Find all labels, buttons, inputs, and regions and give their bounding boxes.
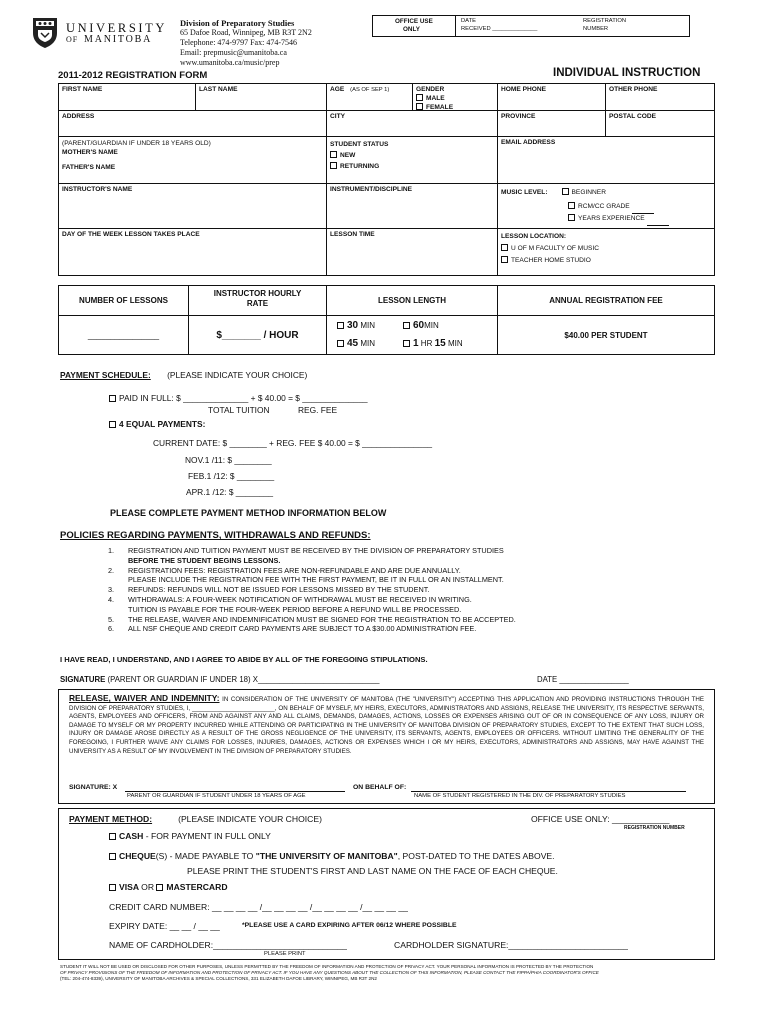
apr-payment-row[interactable]: APR.1 /12: $ ________ [186,487,274,497]
logo-university: UNIVERSITY [66,21,167,35]
agree-statement: I HAVE READ, I UNDERSTAND, AND I AGREE TO ABIDE BY ALL OF THE FOREGOING STIPULATIONS. [60,655,428,664]
division-telephone: Telephone: 474-9797 Fax: 474-7546 [180,38,297,47]
new-checkbox[interactable] [330,151,337,158]
option-30-min[interactable]: 30 MIN [337,320,375,331]
university-logo [32,17,172,51]
email-label: EMAIL ADDRESS [501,139,556,146]
option-1-hr-15-min[interactable]: 1 HR 15 MIN [403,338,463,349]
lesson-length-header: LESSON LENGTH [327,286,498,316]
home-phone-field[interactable] [498,84,606,111]
years-experience-blank[interactable] [647,225,669,226]
instrument-label: INSTRUMENT/DISCIPLINE [330,186,413,193]
province-label: PROVINCE [501,113,536,120]
division-website: www.umanitoba.ca/music/prep [180,58,280,67]
hourly-rate-header: INSTRUCTOR HOURLY RATE [189,286,327,316]
payment-office-use: OFFICE USE ONLY: ____________ [531,814,670,824]
province-field[interactable] [498,111,606,137]
student-status-label: STUDENT STATUS [330,141,389,148]
age-label: AGE [330,86,345,93]
logo-of: OF [66,35,79,44]
cardholder-signature[interactable]: CARDHOLDER SIGNATURE:_________________________ [394,940,628,950]
city-field[interactable] [327,111,498,137]
last-name-field[interactable] [196,84,327,111]
logo-manitoba: MANITOBA [84,34,153,45]
number-of-lessons-value[interactable]: ________________ [59,316,189,354]
policy-text: REGISTRATION FEES: REGISTRATION FEES ARE NON-REFUNDABLE AND ARE DUE ANNUALLY. [128,565,461,575]
age-field[interactable] [327,84,413,111]
lesson-time-field[interactable] [327,229,498,275]
release-heading: RELEASE, WAIVER AND INDEMNITY: [69,693,220,703]
address-label: ADDRESS [62,113,95,120]
payment-method-heading: PAYMENT METHOD: [69,814,153,824]
office-use-box [372,15,690,37]
option-45-min[interactable]: 45 MIN [337,338,375,349]
please-print-caption: PLEASE PRINT [264,951,306,957]
policy-text: ALL NSF CHEQUE AND CREDIT CARD PAYMENTS ARE SUBJECT TO A $30.00 ADMINISTRATION FEE. [128,624,477,634]
policy-text: REGISTRATION AND TUITION PAYMENT MUST BE RECEIVED BY THE DIVISION OF PREPARATORY STUDIES [128,546,504,555]
annual-fee-value: $40.00 PER STUDENT [564,330,648,340]
lesson-location-field [498,229,714,275]
instrument-field[interactable] [327,184,498,229]
policy-number: 6. [108,624,115,634]
footer-line-2: OF PRIVACY PROVISIONS OF THE FREEDOM OF INFORMATION AND PROTECTION OF PRIVACY ACT. IF YOU HAVE ANY QUESTIONS ABOUT THE COLLECTION OF THIS INFORMATION, PLEASE CONTACT THE FIPPA/PHIA COORDINATOR'S OFFICE [60,970,599,976]
division-email: Email: prepmusic@umanitoba.ca [180,48,287,57]
first-name-field[interactable] [59,84,196,111]
current-date-row[interactable]: CURRENT DATE: $ ________ + REG. FEE $ 40.00 = $ _______________ [153,438,433,448]
policy-text: REFUNDS: REFUNDS WILL NOT BE ISSUED FOR LESSONS MISSED BY THE STUDENT. [128,585,430,595]
office-use-label: OFFICE USE [395,18,433,25]
privacy-footer [60,964,720,983]
number-label: NUMBER [583,26,609,32]
signature-label: SIGNATURE [60,675,106,684]
four-equal-payments-row[interactable]: 4 EQUAL PAYMENTS: [109,419,205,429]
expiry-date[interactable]: EXPIRY DATE: __ __ / __ __ [109,921,220,931]
cheque-print-note: PLEASE PRINT THE STUDENT'S FIRST AND LAST NAME ON THE FACE OF EACH CHEQUE. [187,866,558,876]
form-type-title: INDIVIDUAL INSTRUCTION [553,67,701,79]
rcm-grade-label: RCM/CC GRADE [578,203,630,210]
years-experience-label: YEARS EXPERIENCE [578,215,645,222]
other-phone-label: OTHER PHONE [609,86,658,93]
teacher-home-checkbox[interactable] [501,256,508,263]
policy-item [108,595,516,605]
footer-line-3: (TEL: 204-474-8339), UNIVERSITY OF MANITOBA ARCHIVES & SPECIAL COLLECTIONS, 331 ELIZABETH DAFOE LIBRARY, WINNIPEG, MB R3T 2N2 [60,976,377,982]
payment-method-note: (PLEASE INDICATE YOUR CHOICE) [178,814,322,824]
visa-mastercard-option[interactable]: VISA OR MASTERCARD [109,882,228,892]
address-field[interactable] [59,111,327,137]
lesson-time-label: LESSON TIME [330,231,375,238]
date-label: DATE [461,18,477,24]
student-status-field [327,137,498,184]
policy-item [108,556,516,566]
music-level-field [498,184,714,229]
option-60-min[interactable]: 60MIN [403,320,439,331]
number-of-lessons-header: NUMBER OF LESSONS [59,286,189,316]
signature-row[interactable] [60,675,379,684]
postal-code-field[interactable] [606,111,714,137]
day-of-week-label: DAY OF THE WEEK LESSON TAKES PLACE [62,231,200,238]
policy-number: 4. [108,594,115,604]
expiry-note: *PLEASE USE A CARD EXPIRING AFTER 06/12 WHERE POSSIBLE [242,922,457,929]
cheque-option[interactable]: CHEQUE(S) - MADE PAYABLE TO "THE UNIVERSITY OF MANITOBA", POST-DATED TO THE DATES ABOVE. [109,851,555,861]
release-box [58,689,715,804]
payment-reg-number: REGISTRATION NUMBER [624,825,685,831]
beginner-checkbox[interactable] [562,188,569,195]
footer-line-1: STUDENT IT WILL NOT BE USED OR DISCLOSED FOR OTHER PURPOSES, UNLESS PERMITTED BY THE FREEDOM OF INFORMATION AND PROTECTION OF PRIVACY ACT. YOUR PERSONAL INFORMATION IS PROTECTED BY THE PROTECTION [60,964,594,969]
release-text: IN CONSIDERATION OF THE UNIVERSITY OF MANITOBA (THE "UNIVERSITY") ACCEPTING THIS APPLICATION AND PROVIDING INSTRUCTIONS THROUGH THE DIVISION OF PREPARATORY STUDIES, I, ________________________, ON BEHALF OF MYSELF, MY HEIRS, EXECUTORS, ADMINISTRATORS AND ASSIGNS, RELEASE THE UNIVERSITY, ITS RESPECTIVE SERVANTS, AGENTS, EMPLOYEES AND OFFICERS, FROM AND AGAINST ANY AND ALL CLAIMS, DEMANDS, DAMAGES, ACTIONS, LOSSES OR EXPENSES ARISING OUT OF OR IN CONSEQUENCE OF ANY LOSS, INJURY OR DAMAGE TO MYSELF OR MY PROPERTY INCURRED WHILE ATTENDING OR PARTICIPATING IN THE UNIVERSITY OF MANITOBA DIVISION OF PREPARATORY STUDIES, EXCEPT TO THE EXTENT THAT SUCH LOSS, INJURY OR DAMAGE AROSE DIRECTLY AS A RESULT OF THE GROSS NEGLIGENCE OF THE UNIVERSITY, ITS SERVANTS, AGENTS, EMPLOYEES OR OFFICERS. WITHOUT LIMITING THE GENERALITY OF THE FOREGOING, I FURTHER WAIVE ANY CLAIMS FOR LOSSES, INJURIES, DAMAGES, ACTIONS OR EXPENSES WHICH I OR MY HEIRS, EXECUTORS, ADMINISTRATORS AND ASSIGNS, MAY HAVE AGAINST THE UNIVERSITY AS A RESULT OF MY INVOLVEMENT IN THE DIVISION OF PREPARATORY STUDIES. [69,696,704,755]
on-behalf-line[interactable] [411,791,686,792]
total-tuition-caption: TOTAL TUITION [208,405,270,415]
on-behalf-label: ON BEHALF OF: [353,784,407,791]
guardian-note: (PARENT/GUARDIAN IF UNDER 18 YEARS OLD) [62,140,211,147]
paid-in-full-row[interactable]: PAID IN FULL: $ ______________ + $ 40.00 = $ ______________ [109,393,368,403]
policy-text: PLEASE INCLUDE THE REGISTRATION FEE WITH THE FIRST PAYMENT, BE IT IN FULL OR AN INSTALLMENT. [128,575,504,585]
new-label: NEW [340,152,356,159]
male-label: MALE [426,95,445,102]
returning-checkbox[interactable] [330,162,337,169]
credit-card-number[interactable]: CREDIT CARD NUMBER: __ __ __ __ /__ __ __ __ /__ __ __ __ /__ __ __ __ [109,902,408,912]
signature-instruction: (PARENT OR GUARDIAN IF UNDER 18) X____________________________ [107,675,380,684]
annual-fee-header: ANNUAL REGISTRATION FEE [498,286,714,316]
policy-item [108,624,516,634]
female-checkbox[interactable] [416,103,423,110]
registration-label: REGISTRATION [583,18,627,24]
city-label: CITY [330,113,346,120]
parent-caption: PARENT OR GUARDIAN IF STUDENT UNDER 18 YEARS OF AGE [127,793,306,799]
hourly-rate-value[interactable]: $_______ / HOUR [189,316,327,354]
gender-field [413,84,498,111]
first-name-label: FIRST NAME [62,86,103,93]
policy-text: THE RELEASE, WAIVER AND INDEMNIFICATION MUST BE SIGNED FOR THE REGISTRATION TO BE ACCEPTED. [128,614,516,624]
teacher-home-label: TEACHER HOME STUDIO [511,257,591,264]
division-address: 65 Dafoe Road, Winnipeg, MB R3T 2N2 [180,28,312,37]
registration-grid [58,83,715,276]
office-only-label: ONLY [403,26,420,33]
policies-list [108,546,516,634]
policy-text: TUITION IS PAYABLE FOR THE FOUR-WEEK PERIOD BEFORE A REFUND WILL BE PROCESSED. [128,604,462,614]
payment-schedule [60,370,720,380]
u-of-m-label: U OF M FACULTY OF MUSIC [511,245,600,252]
signature-date[interactable]: DATE ________________ [537,675,629,684]
complete-payment-note: PLEASE COMPLETE PAYMENT METHOD INFORMATION BELOW [110,508,387,518]
payment-method-heading-row [69,814,322,824]
fathers-name-label: FATHER'S NAME [62,164,116,171]
parents-field[interactable] [59,137,327,184]
crest-icon [32,17,58,49]
feb-payment-row[interactable]: FEB.1 /12: $ ________ [188,471,275,481]
female-label: FEMALE [426,104,454,111]
gender-label: GENDER [416,86,445,93]
age-note: (AS OF SEP 1) [350,87,390,93]
policy-item [108,575,516,585]
office-divider [455,16,456,36]
lesson-length-options [327,316,498,354]
instructor-name-field[interactable] [59,184,327,229]
nov-payment-row[interactable]: NOV.1 /11: $ ________ [185,455,272,465]
cash-option[interactable]: CASH - FOR PAYMENT IN FULL ONLY [109,831,271,841]
policy-item [108,546,516,556]
reg-fee-caption: REG. FEE [298,405,338,415]
policy-item [108,605,516,615]
payment-method-box [58,808,715,960]
policy-number: 1. [108,546,115,555]
release-signature-line[interactable] [125,791,345,792]
policy-text: BEFORE THE STUDENT BEGINS LESSONS. [128,555,281,565]
cardholder-name[interactable]: NAME OF CARDHOLDER:____________________________ [109,940,347,950]
day-of-week-field[interactable] [59,229,327,275]
beginner-label: BEGINNER [571,189,606,196]
policy-item [108,566,516,576]
policies-heading: POLICIES REGARDING PAYMENTS, WITHDRAWALS AND REFUNDS: [60,530,371,541]
lesson-table [58,285,715,355]
home-phone-label: HOME PHONE [501,86,547,93]
instructor-name-label: INSTRUCTOR'S NAME [62,186,133,193]
years-experience-checkbox[interactable] [568,214,575,221]
form-title: 2011-2012 REGISTRATION FORM [58,70,208,81]
email-field[interactable] [498,137,714,184]
u-of-m-checkbox[interactable] [501,244,508,251]
policy-number: 5. [108,614,115,624]
postal-code-label: POSTAL CODE [609,113,657,120]
policy-item [108,585,516,595]
mothers-name-label: MOTHER'S NAME [62,149,118,156]
rcm-grade-checkbox[interactable] [568,202,575,209]
last-name-label: LAST NAME [199,86,238,93]
male-checkbox[interactable] [416,94,423,101]
policy-item [108,615,516,625]
policy-number: 3. [108,585,115,595]
policy-text: WITHDRAWALS: A FOUR-WEEK NOTIFICATION OF WITHDRAWAL MUST BE RECEIVED IN WRITING. [128,594,472,604]
music-level-label: MUSIC LEVEL: [501,189,548,196]
student-caption: NAME OF STUDENT REGISTERED IN THE DIV. OF PREPARATORY STUDIES [414,793,626,799]
payment-schedule-heading: PAYMENT SCHEDULE: [60,370,151,380]
received-label: RECEIVED ______________ [461,26,538,32]
division-info [180,18,312,68]
release-signature-label: SIGNATURE: X [69,784,118,791]
lesson-location-label: LESSON LOCATION: [501,233,567,240]
policy-number: 2. [108,565,115,575]
returning-label: RETURNING [340,163,380,170]
division-name: Division of Preparatory Studies [180,18,295,28]
payment-schedule-note: (PLEASE INDICATE YOUR CHOICE) [167,370,308,380]
other-phone-field[interactable] [606,84,714,111]
